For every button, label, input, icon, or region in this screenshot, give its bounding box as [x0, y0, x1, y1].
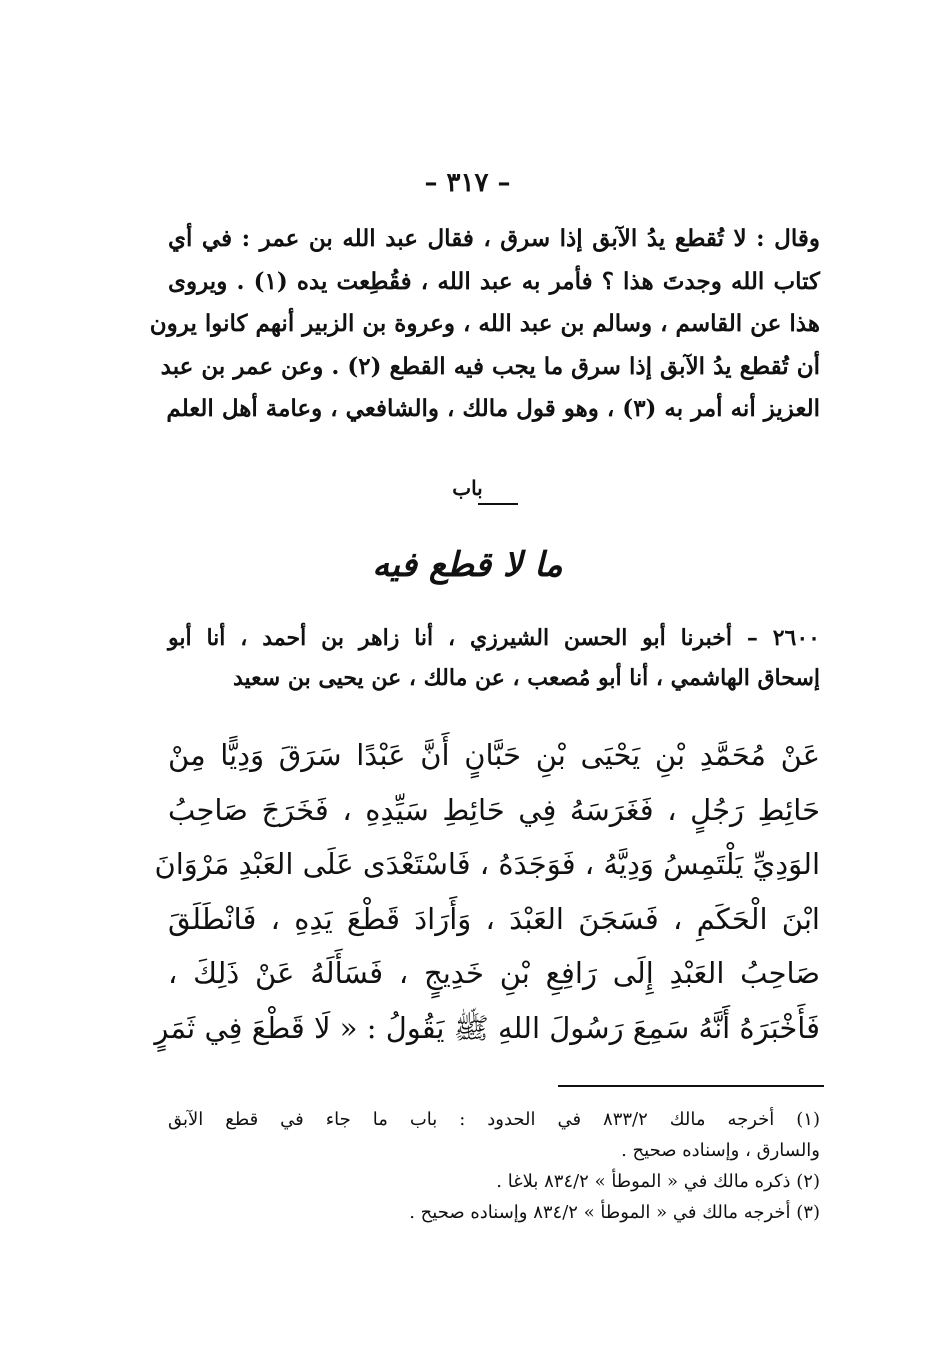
footnote-line: والسارق ، وإسناده صحيح .: [621, 1140, 820, 1161]
footnote-line: (٣) أخرجه مالك في « الموطأ » ٨٣٤/٢ وإسناده صحيح .: [409, 1202, 820, 1223]
hadith-line: فَأَخْبَرَهُ أَنَّهُ سَمِعَ رَسُولَ اللهِ ﷺ يَقُولُ : « لَا قَطْعَ فِي ثَمَرٍ: [154, 1010, 820, 1045]
footnote-line: (٢) ذكره مالك في « الموطأ » ٨٣٤/٢ بلاغا .: [496, 1171, 820, 1192]
intro-line: وقال : لا تُقطع يدُ الآبق إذا سرق ، فقال عبد الله بن عمر : في أي: [168, 225, 820, 252]
intro-paragraph: [149, 218, 820, 431]
hadith-line: الوَدِيِّ يَلْتَمِسُ وَدِيَّهُ ، فَوَجَدَهُ ، فَاسْتَعْدَى عَلَى العَبْدِ مَرْوَانَ: [154, 847, 820, 881]
isnad-paragraph: [168, 618, 820, 698]
intro-line: كتاب الله وجدتَ هذا ؟ فأمر به عبد الله ، فقُطِعت يده (١) . ويروى: [168, 267, 820, 295]
section-label: باب: [452, 476, 483, 500]
footnote-line: (١) أخرجه مالك ٨٣٣/٢ في الحدود : باب ما جاء في قطع الآبق: [168, 1109, 820, 1130]
hadith-line: حَائِطِ رَجُلٍ ، فَغَرَسَهُ فِي حَائِطِ سَيِّدِهِ ، فَخَرَجَ صَاحِبُ: [168, 792, 820, 827]
intro-line: العزيز أنه أمر به (٣) ، وهو قول مالك ، والشافعي ، وعامة أهل العلم: [166, 395, 820, 422]
isnad-line: ٢٦٠٠ – أخبرنا أبو الحسن الشيرزي ، أنا زاهر بن أحمد ، أنا أبو: [168, 625, 820, 651]
hadith-line: عَنْ مُحَمَّدِ بْنِ يَحْيَى بْنِ حَبَّانٍ أَنَّ عَبْدًا سَرَقَ وَدِيًّا مِنْ: [168, 738, 820, 772]
isnad-line: إسحاق الهاشمي ، أنا أبو مُصعب ، عن مالك ، عن يحيى بن سعيد: [232, 665, 820, 691]
intro-line: أن تُقطع يدُ الآبق إذا سرق ما يجب فيه القطع (٢) . وعن عمر بن عبد: [160, 352, 820, 380]
footnote-divider: [558, 1085, 824, 1087]
page-number: – ٣١٧ –: [424, 168, 511, 198]
hadith-line: صَاحِبُ العَبْدِ إِلَى رَافِعِ بْنِ خَدِيجٍ ، فَسَأَلَهُ عَنْ ذَلِكَ ،: [168, 956, 820, 990]
intro-line: هذا عن القاسم ، وسالم بن عبد الله ، وعروة بن الزبير أنهم كانوا يرون: [149, 310, 820, 337]
section-label-underline: [478, 503, 518, 505]
hadith-line: ابْنَ الْحَكَمِ ، فَسَجَنَ العَبْدَ ، وَأَرَادَ قَطْعَ يَدِهِ ، فَانْطَلَقَ: [168, 901, 820, 936]
footnotes: [168, 1104, 820, 1228]
chapter-title: ما لا قطع فيه: [372, 545, 563, 585]
hadith-text: [154, 728, 820, 1055]
